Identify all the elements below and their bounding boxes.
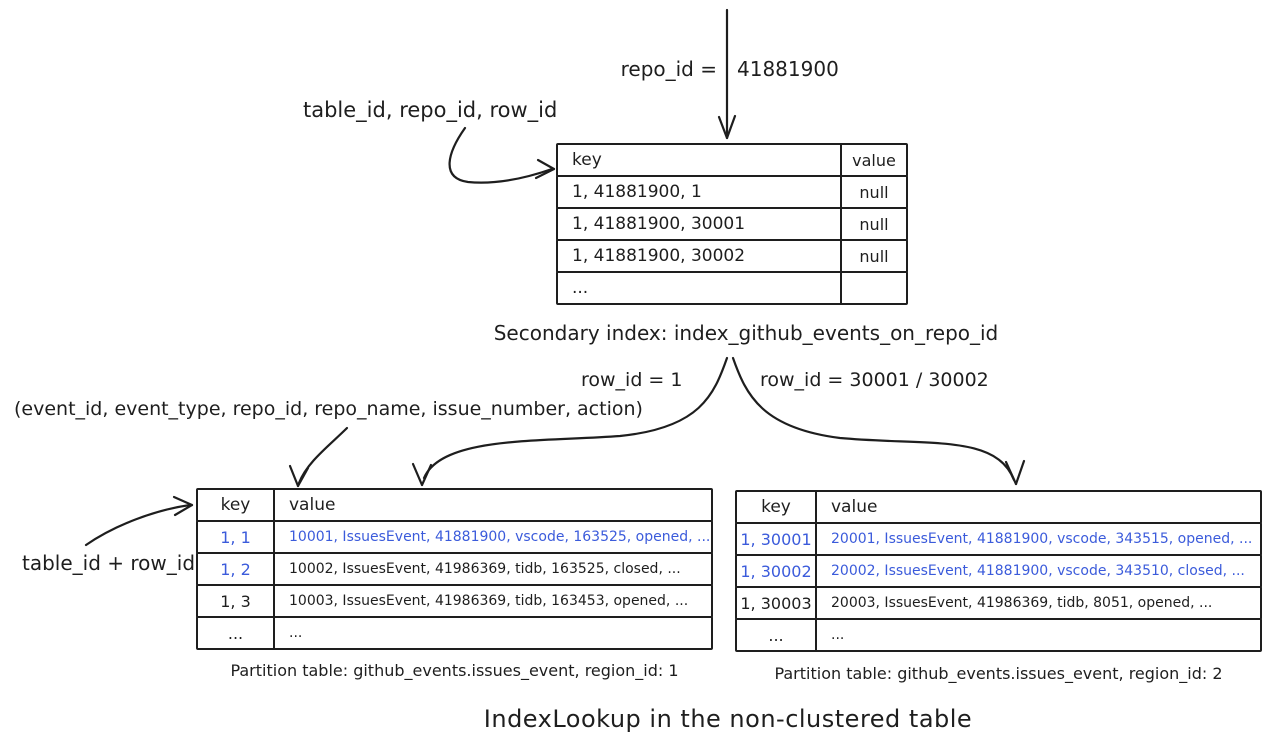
table-row — [196, 552, 713, 586]
arrow-schema-to-left-table — [290, 428, 347, 486]
key-cell: ... — [198, 618, 275, 648]
branch-left-label: row_id = 1 — [581, 369, 683, 391]
value-cell: 10001, IssuesEvent, 41881900, vscode, 163525, opened, ... — [289, 529, 711, 545]
value-header: value — [289, 495, 336, 515]
row-value-schema-label: (event_id, event_type, repo_id, repo_name, issue_number, action) — [14, 398, 643, 420]
key-cell: 1, 30001 — [737, 524, 817, 554]
table-row — [556, 239, 908, 273]
key-header: key — [198, 490, 275, 520]
table-header-row — [735, 490, 1262, 524]
index-key-schema-label: table_id, repo_id, row_id — [303, 98, 558, 122]
table-row — [556, 175, 908, 209]
table-row — [735, 618, 1262, 652]
value-cell — [842, 273, 906, 303]
partition-table-region-1 — [196, 488, 713, 650]
value-cell: null — [859, 182, 889, 202]
partition-right-caption: Partition table: github_events.issues_event, region_id: 2 — [774, 664, 1223, 683]
value-cell: null — [859, 246, 889, 266]
table-header-row — [196, 488, 713, 522]
key-cell: 1, 2 — [198, 554, 275, 584]
key-header: key — [737, 492, 817, 522]
row-key-schema-label: table_id + row_id — [22, 551, 196, 575]
repo-filter-label-value: 41881900 — [737, 57, 839, 81]
diagram-title: IndexLookup in the non-clustered table — [483, 705, 973, 733]
value-cell: 20001, IssuesEvent, 41881900, vscode, 343515, opened, ... — [831, 531, 1253, 547]
partition-left-caption: Partition table: github_events.issues_event, region_id: 1 — [230, 661, 679, 680]
value-cell: null — [859, 214, 889, 234]
value-cell: 20002, IssuesEvent, 41881900, vscode, 343510, closed, ... — [831, 563, 1245, 579]
value-cell: 20003, IssuesEvent, 41986369, tidb, 8051, opened, ... — [831, 595, 1213, 611]
arrow-repo-filter-down — [719, 10, 735, 138]
arrow-index-key-to-table — [450, 128, 554, 183]
key-cell: 1, 41881900, 30001 — [558, 209, 842, 239]
key-cell: 1, 41881900, 1 — [558, 177, 842, 207]
table-row — [196, 584, 713, 618]
value-header: value — [852, 150, 896, 170]
key-cell: 1, 41881900, 30002 — [558, 241, 842, 271]
table-header-row — [556, 143, 908, 177]
table-row — [196, 520, 713, 554]
value-cell: 10002, IssuesEvent, 41986369, tidb, 163525, closed, ... — [289, 561, 681, 577]
key-header: key — [558, 145, 842, 175]
value-cell: ... — [289, 625, 303, 641]
key-cell: ... — [558, 273, 842, 303]
table-row — [556, 207, 908, 241]
secondary-index-table — [556, 143, 908, 305]
partition-table-region-2 — [735, 490, 1262, 652]
repo-filter-label-prefix: repo_id = — [620, 57, 717, 81]
key-cell: 1, 3 — [198, 586, 275, 616]
key-cell: 1, 1 — [198, 522, 275, 552]
table-row — [735, 554, 1262, 588]
value-cell: ... — [831, 627, 845, 643]
table-row — [556, 271, 908, 305]
table-row — [735, 522, 1262, 556]
key-cell: 1, 30003 — [737, 588, 817, 618]
arrow-rowkey-to-left-table — [86, 497, 192, 545]
value-header: value — [831, 497, 878, 517]
table-row — [196, 616, 713, 650]
branch-right-label: row_id = 30001 / 30002 — [760, 369, 989, 391]
key-cell: ... — [737, 620, 817, 650]
key-cell: 1, 30002 — [737, 556, 817, 586]
value-cell: 10003, IssuesEvent, 41986369, tidb, 163453, opened, ... — [289, 593, 689, 609]
secondary-index-caption: Secondary index: index_github_events_on_repo_id — [493, 321, 999, 345]
table-row — [735, 586, 1262, 620]
